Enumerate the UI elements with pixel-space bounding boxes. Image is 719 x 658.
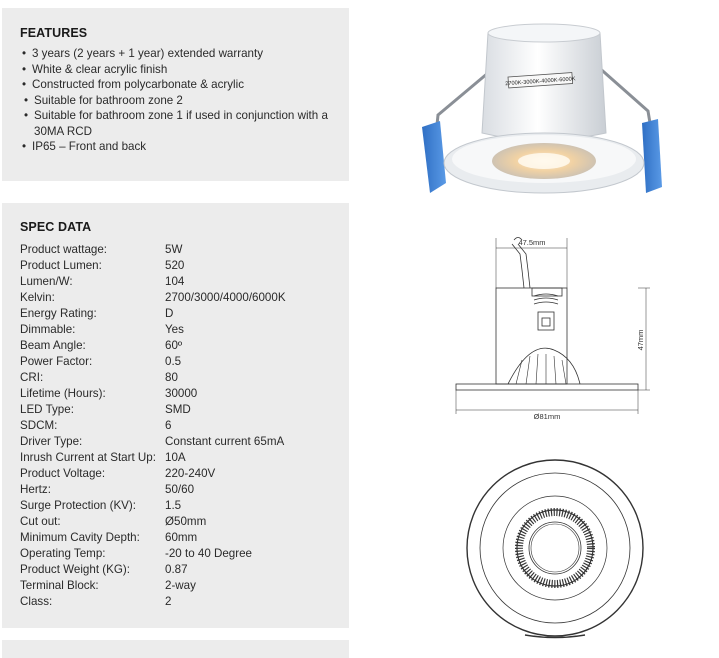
spec-row — [20, 306, 286, 322]
spec-label: Inrush Current at Start Up: — [20, 451, 156, 464]
spec-row — [20, 290, 286, 306]
spec-label: CRI: — [20, 371, 44, 384]
spec-row — [20, 322, 286, 338]
spec-row — [20, 498, 286, 514]
spring-clip-left — [436, 73, 488, 135]
feature-item: • Suitable for bathroom zone 2 — [22, 93, 342, 109]
spec-label: Beam Angle: — [20, 339, 86, 352]
spec-label: Dimmable: — [20, 323, 76, 336]
spec-value: 5W — [165, 243, 183, 256]
spec-row — [20, 402, 286, 418]
terminal-clip-right — [642, 119, 662, 193]
spec-row — [20, 514, 286, 530]
spec-row — [20, 450, 286, 466]
feature-item: • IP65 – Front and back — [22, 139, 342, 155]
spec-row — [20, 370, 286, 386]
spec-value: 10A — [165, 451, 186, 464]
cct-label: 2700K-3000K-4000K-6000K — [505, 76, 576, 88]
spec-value: 0.87 — [165, 563, 188, 576]
feature-item: • Suitable for bathroom zone 1 if used in conjunction with a 30MA RCD — [22, 108, 342, 139]
spec-value: 30000 — [165, 387, 198, 400]
spec-label: Cut out: — [20, 515, 61, 528]
spec-row — [20, 386, 286, 402]
spec-value: 220-240V — [165, 467, 216, 480]
spec-label: Operating Temp: — [20, 547, 106, 560]
spec-label: Product Weight (KG): — [20, 563, 130, 576]
spec-label: Surge Protection (KV): — [20, 499, 136, 512]
spec-row — [20, 546, 286, 562]
spec-label: LED Type: — [20, 403, 74, 416]
spec-label: Product Lumen: — [20, 259, 102, 272]
spec-label: Product Voltage: — [20, 467, 106, 480]
features-list — [22, 46, 342, 155]
spec-label: Terminal Block: — [20, 579, 99, 592]
next-panel — [2, 640, 349, 658]
spec-row — [20, 482, 286, 498]
spec-value: 60mm — [165, 531, 198, 544]
spec-value: Ø50mm — [165, 515, 207, 528]
spec-value: -20 to 40 Degree — [165, 547, 253, 560]
spec-value: 80 — [165, 371, 178, 384]
feature-item: • Constructed from polycarbonate & acrylic — [22, 77, 342, 93]
spec-value: 1.5 — [165, 499, 182, 512]
side-dimension-drawing — [450, 230, 660, 425]
spec-value: 2700/3000/4000/6000K — [165, 291, 286, 304]
spec-value: Yes — [165, 323, 184, 336]
spec-value: 104 — [165, 275, 185, 288]
spec-label: Class: — [20, 595, 53, 608]
feature-item: • 3 years (2 years + 1 year) extended warranty — [22, 46, 342, 62]
spec-row — [20, 562, 286, 578]
spec-value: 6 — [165, 419, 172, 432]
dim-top-width: 47.5mm — [518, 238, 546, 247]
spec-label: Product wattage: — [20, 243, 108, 256]
spec-label: Minimum Cavity Depth: — [20, 531, 140, 544]
spec-label: Lumen/W: — [20, 275, 73, 288]
features-panel — [2, 8, 349, 181]
spec-value: 0.5 — [165, 355, 182, 368]
spec-value: Constant current 65mA — [165, 435, 285, 448]
spec-label: Power Factor: — [20, 355, 93, 368]
spec-row — [20, 338, 286, 354]
spec-label: SDCM: — [20, 419, 58, 432]
spec-label: Hertz: — [20, 483, 51, 496]
spec-label: Driver Type: — [20, 435, 83, 448]
spec-row — [20, 594, 286, 610]
spec-panel — [2, 203, 349, 628]
spec-row — [20, 258, 286, 274]
spec-value: 2-way — [165, 579, 196, 592]
feature-item: • White & clear acrylic finish — [22, 62, 342, 78]
spec-row — [20, 466, 286, 482]
spec-label: Lifetime (Hours): — [20, 387, 106, 400]
spec-value: 60º — [165, 339, 183, 352]
dim-diameter: Ø81mm — [533, 412, 561, 421]
dim-height: 47mm — [636, 329, 645, 351]
top-view-drawing — [455, 450, 655, 645]
spec-row — [20, 354, 286, 370]
spec-row — [20, 530, 286, 546]
spec-row — [20, 434, 286, 450]
spec-value: 520 — [165, 259, 185, 272]
spec-row — [20, 274, 286, 290]
spec-value: 50/60 — [165, 483, 195, 496]
spec-table — [20, 242, 286, 610]
spec-row — [20, 242, 286, 258]
spec-value: 2 — [165, 595, 172, 608]
spec-label: Energy Rating: — [20, 307, 97, 320]
spec-row — [20, 578, 286, 594]
product-photo — [400, 15, 690, 200]
terminal-clip-left — [422, 121, 446, 193]
spec-row — [20, 418, 286, 434]
spec-value: SMD — [165, 403, 191, 416]
spec-title: SPEC DATA — [20, 220, 92, 234]
spec-label: Kelvin: — [20, 291, 55, 304]
spec-value: D — [165, 307, 174, 320]
features-title: FEATURES — [20, 26, 88, 40]
